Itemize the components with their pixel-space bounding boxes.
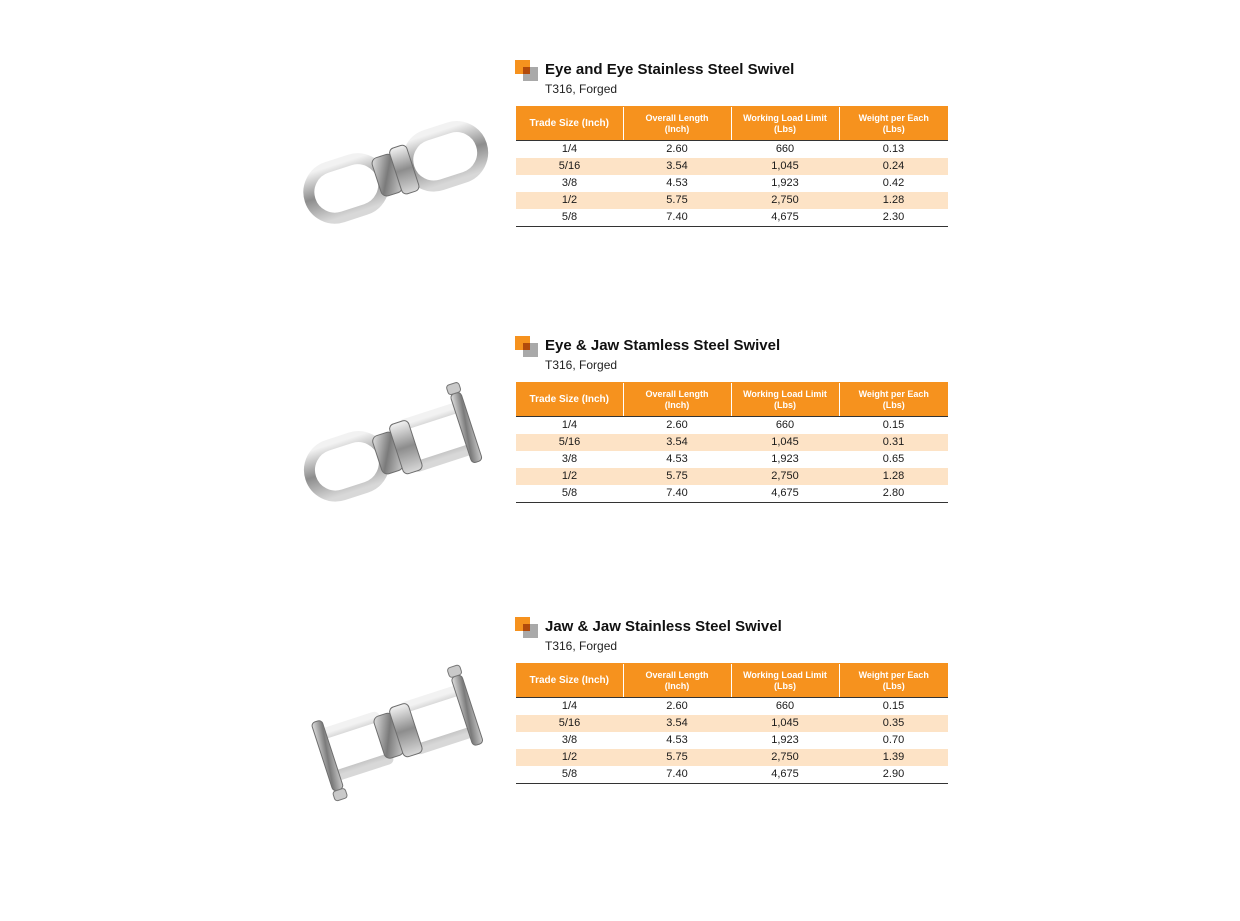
column-header: Overall Length (Inch) [623, 664, 731, 698]
column-header: Weight per Each (Lbs) [839, 664, 948, 698]
table-row: 1/4 2.60 660 0.13 [561, 143, 905, 155]
table-row: 5/16 3.54 1,045 0.35 [516, 715, 948, 732]
product-title: Jaw & Jaw Stainless Steel Swivel [545, 618, 782, 635]
section-marker-icon [515, 336, 539, 358]
table-row: 5/16 3.54 1,045 0.31 [516, 434, 948, 451]
column-header: Trade Size (Inch) [516, 107, 623, 141]
table-row: 5/8 7.40 4,675 2.80 [561, 487, 905, 499]
product-subtitle: T316, Forged [545, 358, 618, 372]
product-jaw-jaw [0, 617, 1240, 877]
table-row: 5/8 7.40 4,675 2.30 [561, 211, 905, 223]
product-eye-eye [0, 60, 1240, 320]
eye-jaw-swivel-icon [292, 374, 502, 524]
table-row: 3/8 4.53 1,923 0.70 [561, 734, 905, 746]
table-row: 1/2 5.75 2,750 1.28 [516, 192, 948, 209]
spec-table [516, 663, 948, 784]
jaw-jaw-swivel-icon [292, 657, 502, 807]
spec-table [516, 382, 948, 503]
table-row: 3/8 4.53 1,923 0.65 [561, 453, 905, 465]
product-subtitle: T316, Forged [545, 82, 618, 96]
product-subtitle: T316, Forged [545, 639, 618, 653]
column-header: Weight per Each (Lbs) [839, 107, 948, 141]
column-header: Overall Length (Inch) [623, 107, 731, 141]
column-header: Working Load Limit (Lbs) [731, 664, 839, 698]
section-marker-icon [515, 60, 539, 82]
column-header: Weight per Each (Lbs) [839, 383, 948, 417]
table-row: 3/8 4.53 1,923 0.42 [561, 177, 905, 189]
product-title: Eye and Eye Stainless Steel Swivel [545, 61, 795, 78]
table-row: 1/4 2.60 660 0.15 [561, 700, 905, 712]
product-eye-jaw [0, 336, 1240, 596]
column-header: Trade Size (Inch) [516, 383, 623, 417]
column-header: Overall Length (Inch) [623, 383, 731, 417]
table-row: 1/2 5.75 2,750 1.39 [516, 749, 948, 766]
table-row: 5/16 3.54 1,045 0.24 [516, 158, 948, 175]
eye-eye-swivel-icon [292, 98, 502, 248]
column-header: Trade Size (Inch) [516, 664, 623, 698]
table-row: 1/4 2.60 660 0.15 [561, 419, 905, 431]
product-title: Eye & Jaw Stamless Steel Swivel [545, 337, 781, 354]
column-header: Working Load Limit (Lbs) [731, 107, 839, 141]
column-header: Working Load Limit (Lbs) [731, 383, 839, 417]
section-marker-icon [515, 617, 539, 639]
table-row: 5/8 7.40 4,675 2.90 [561, 768, 905, 780]
spec-table [516, 106, 948, 227]
table-row: 1/2 5.75 2,750 1.28 [516, 468, 948, 485]
